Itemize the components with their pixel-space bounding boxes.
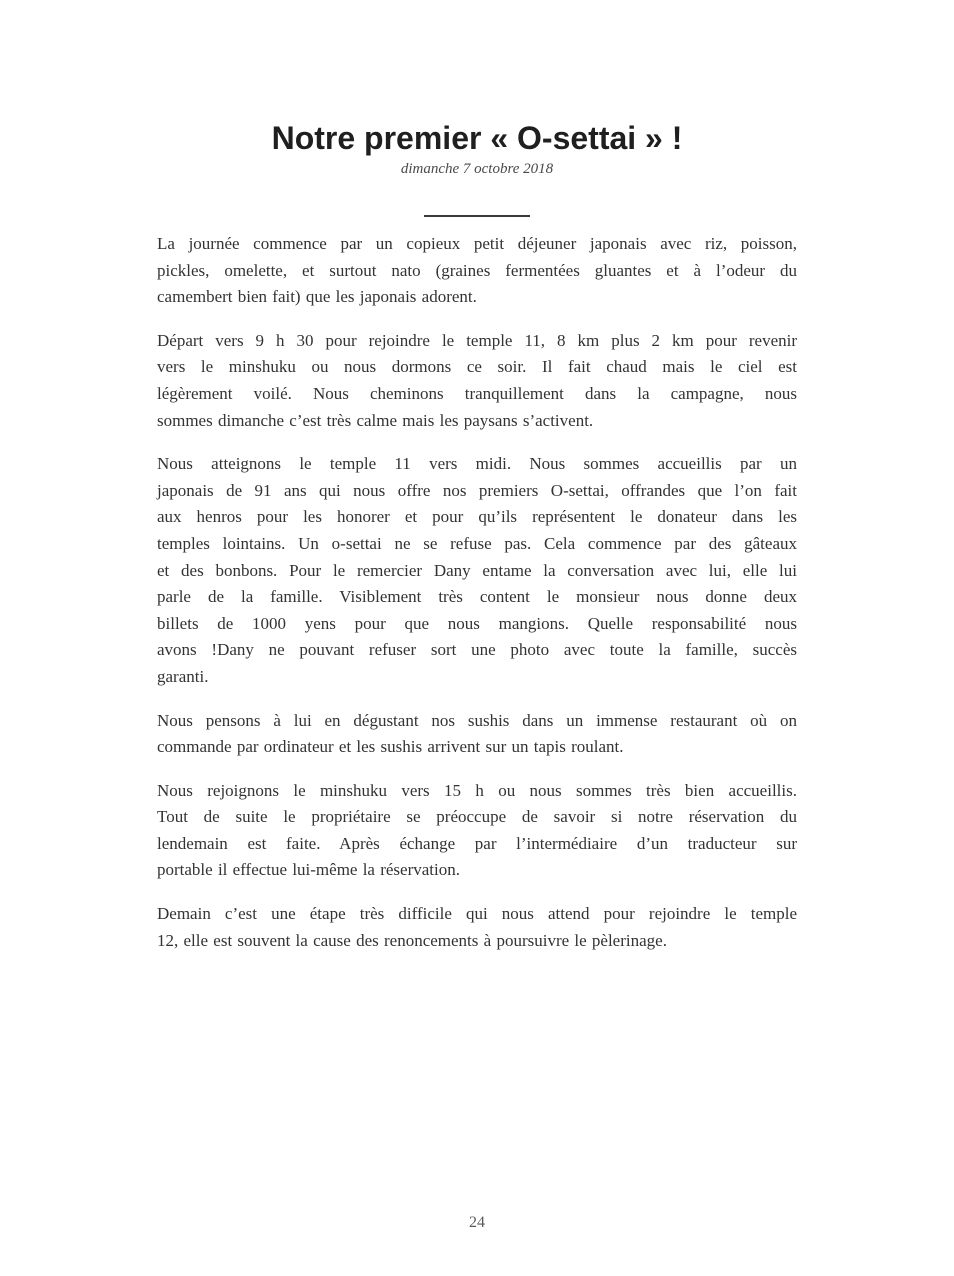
content-column bbox=[157, 0, 797, 954]
paragraph bbox=[157, 901, 797, 954]
text-line: sommes dimanche c’est très calme mais les paysans s’activent. bbox=[157, 410, 594, 430]
text-line: temples lointains. Un o-settai ne se refuse pas. Cela commence par des gâteaux bbox=[157, 533, 797, 553]
text-line: La journée commence par un copieux petit déjeuner japonais avec riz, poisson, bbox=[157, 234, 797, 253]
text-line: légèrement voilé. Nous cheminons tranquillement dans la campagne, nous bbox=[157, 383, 797, 403]
article-date: dimanche 7 octobre 2018 bbox=[400, 161, 554, 177]
text-line: Tout de suite le propriétaire se préoccupe de savoir si notre réservation du bbox=[157, 807, 797, 827]
text-line: Demain c’est une étape très difficile qui nous attend pour rejoindre le temple bbox=[157, 904, 797, 924]
text-line: 12, elle est souvent la cause des renoncements à poursuivre le pèlerinage. bbox=[157, 930, 667, 950]
text-line: japonais de 91 ans qui nous offre nos premiers O-settai, offrandes que l’on fait bbox=[157, 480, 797, 500]
text-line: et des bonbons. Pour le remercier Dany entame la conversation avec lui, elle lui bbox=[157, 560, 797, 580]
text-line: Nous rejoignons le minshuku vers 15 h ou nous sommes très bien accueillis. bbox=[157, 780, 797, 800]
text-line: parle de la famille. Visiblement très content le monsieur nous donne deux bbox=[157, 587, 797, 607]
paragraph bbox=[157, 231, 797, 311]
text-line: avons !Dany ne pouvant refuser sort une photo avec toute la famille, succès bbox=[157, 640, 797, 660]
page-title: Notre premier « O-settai » ! bbox=[271, 120, 683, 156]
text-line: garanti. bbox=[157, 666, 209, 686]
text-line: camembert bien fait) que les japonais adorent. bbox=[157, 287, 477, 307]
page-number: 24 bbox=[469, 1214, 485, 1231]
text-line: Départ vers 9 h 30 pour rejoindre le temple 11, 8 km plus 2 km pour revenir bbox=[157, 330, 797, 350]
paragraph bbox=[157, 451, 797, 690]
text-line: vers le minshuku ou nous dormons ce soir. Il fait chaud mais le ciel est bbox=[157, 357, 797, 377]
paragraph bbox=[157, 328, 797, 434]
text-line: billets de 1000 yens pour que nous mangions. Quelle responsabilité nous bbox=[157, 613, 797, 633]
text-line: commande par ordinateur et les sushis arrivent sur un tapis roulant. bbox=[157, 737, 624, 757]
text-line: aux henros pour les honorer et pour qu’ils représentent le donateur dans les bbox=[157, 507, 797, 527]
text-line: lendemain est faite. Après échange par l’intermédiaire d’un traducteur sur bbox=[157, 833, 797, 853]
text-line: Nous atteignons le temple 11 vers midi. Nous sommes accueillis par un bbox=[157, 454, 797, 474]
paragraph bbox=[157, 708, 797, 761]
text-line: pickles, omelette, et surtout nato (graines fermentées gluantes et à l’odeur du bbox=[157, 260, 797, 280]
text-line: portable il effectue lui-même la réservation. bbox=[157, 860, 460, 880]
paragraph bbox=[157, 778, 797, 884]
section-divider bbox=[424, 215, 530, 217]
text-line: Nous pensons à lui en dégustant nos sushis dans un immense restaurant où on bbox=[157, 710, 797, 730]
article-body bbox=[157, 231, 797, 954]
